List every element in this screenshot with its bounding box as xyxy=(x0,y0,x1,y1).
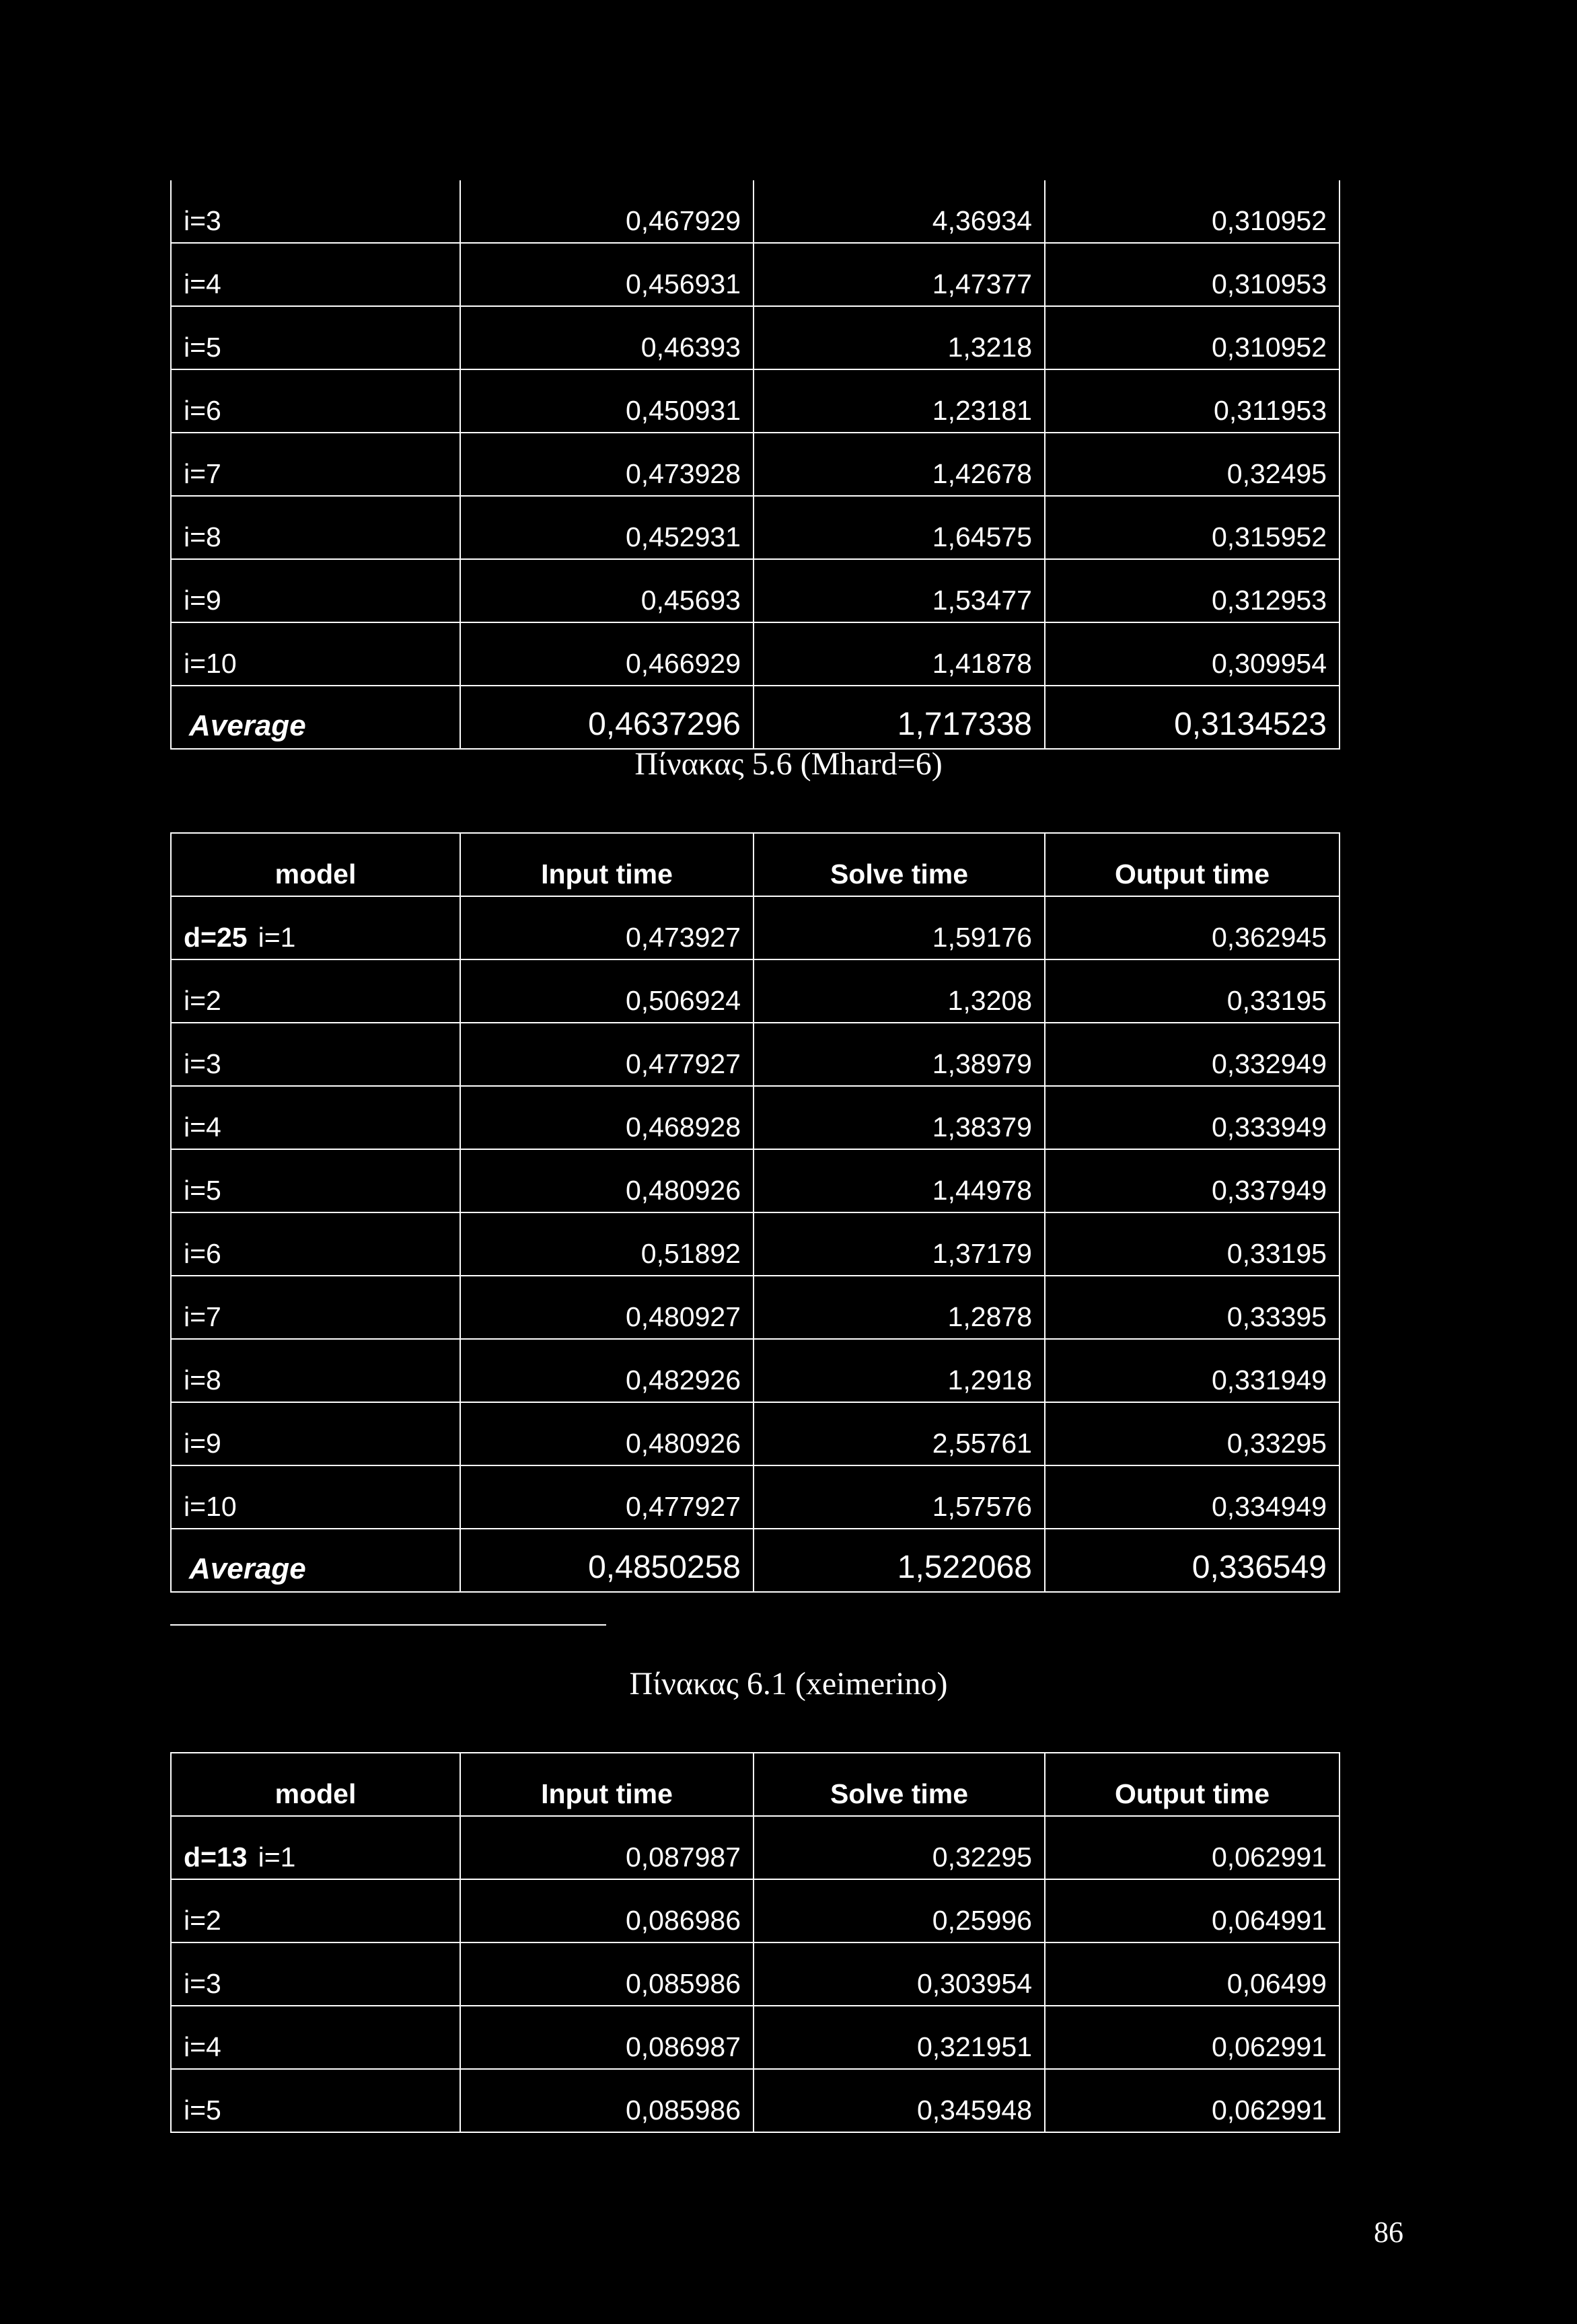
header-input-time: Input time xyxy=(460,833,754,896)
output-time-cell: 0,062991 xyxy=(1045,2069,1340,2132)
row-label: i=4 xyxy=(171,1086,460,1149)
header-input-time: Input time xyxy=(460,1753,754,1816)
header-output-time: Output time xyxy=(1045,1753,1340,1816)
output-time-cell: 0,311953 xyxy=(1045,369,1340,433)
solve-time-cell: 1,59176 xyxy=(754,896,1045,959)
solve-time-cell: 1,37179 xyxy=(754,1212,1045,1276)
table-row xyxy=(171,306,1340,369)
footnote-separator xyxy=(170,1624,606,1626)
output-time-cell: 0,310953 xyxy=(1045,243,1340,306)
table-row xyxy=(171,1276,1340,1339)
input-time-cell: 0,480926 xyxy=(460,1149,754,1212)
output-time-cell: 0,33195 xyxy=(1045,1212,1340,1276)
row-label: i=3 xyxy=(171,180,460,243)
input-time-cell: 0,51892 xyxy=(460,1212,754,1276)
output-time-cell: 0,062991 xyxy=(1045,1816,1340,1879)
solve-time-cell: 1,57576 xyxy=(754,1465,1045,1529)
timing-table-xeimerino xyxy=(170,1752,1340,2133)
table-row xyxy=(171,1149,1340,1212)
row-label-cell xyxy=(171,1816,460,1879)
table-row xyxy=(171,433,1340,496)
table-row xyxy=(171,1942,1340,2006)
model-prefix: d=25 xyxy=(184,922,248,953)
table-row xyxy=(171,959,1340,1023)
solve-time-cell: 0,25996 xyxy=(754,1879,1045,1942)
row-label: i=5 xyxy=(171,1149,460,1212)
row-label: i=8 xyxy=(171,1339,460,1402)
table-row xyxy=(171,2069,1340,2132)
solve-time-cell: 1,64575 xyxy=(754,496,1045,559)
output-time-cell: 0,334949 xyxy=(1045,1465,1340,1529)
solve-time-cell: 1,53477 xyxy=(754,559,1045,622)
solve-time-cell: 1,2918 xyxy=(754,1339,1045,1402)
input-time-cell: 0,473927 xyxy=(460,896,754,959)
input-time-cell: 0,468928 xyxy=(460,1086,754,1149)
row-label: i=6 xyxy=(171,1212,460,1276)
table-row xyxy=(171,243,1340,306)
table-caption: Πίνακας 5.6 (Mhard=6) xyxy=(634,746,943,782)
average-row xyxy=(171,686,1340,749)
header-solve-time: Solve time xyxy=(754,833,1045,896)
row-label: i=5 xyxy=(171,306,460,369)
input-time-cell: 0,482926 xyxy=(460,1339,754,1402)
table-row xyxy=(171,1212,1340,1276)
solve-time-cell: 1,47377 xyxy=(754,243,1045,306)
row-label-cell xyxy=(171,896,460,959)
input-time-cell: 0,467929 xyxy=(460,180,754,243)
average-solve-time: 1,522068 xyxy=(754,1529,1045,1592)
average-label: Average xyxy=(171,686,460,749)
table-row xyxy=(171,1816,1340,1879)
timing-table-continued xyxy=(170,180,1340,750)
average-input-time: 0,4850258 xyxy=(460,1529,754,1592)
output-time-cell: 0,310952 xyxy=(1045,306,1340,369)
input-time-cell: 0,456931 xyxy=(460,243,754,306)
input-time-cell: 0,087987 xyxy=(460,1816,754,1879)
table-row xyxy=(171,1879,1340,1942)
row-label: i=3 xyxy=(171,1942,460,2006)
output-time-cell: 0,312953 xyxy=(1045,559,1340,622)
table-row xyxy=(171,1339,1340,1402)
average-input-time: 0,4637296 xyxy=(460,686,754,749)
output-time-cell: 0,315952 xyxy=(1045,496,1340,559)
input-time-cell: 0,086986 xyxy=(460,1879,754,1942)
row-label: i=2 xyxy=(171,1879,460,1942)
input-time-cell: 0,477927 xyxy=(460,1465,754,1529)
average-label: Average xyxy=(171,1529,460,1592)
row-label: i=4 xyxy=(171,2006,460,2069)
solve-time-cell: 1,44978 xyxy=(754,1149,1045,1212)
table-row xyxy=(171,369,1340,433)
row-label: i=4 xyxy=(171,243,460,306)
solve-time-cell: 4,36934 xyxy=(754,180,1045,243)
timing-table-mhard xyxy=(170,832,1340,1593)
table-header-row xyxy=(171,1753,1340,1816)
solve-time-cell: 1,23181 xyxy=(754,369,1045,433)
row-label: i=7 xyxy=(171,433,460,496)
solve-time-cell: 1,38379 xyxy=(754,1086,1045,1149)
input-time-cell: 0,086987 xyxy=(460,2006,754,2069)
solve-time-cell: 1,38979 xyxy=(754,1023,1045,1086)
header-model: model xyxy=(171,833,460,896)
solve-time-cell: 1,42678 xyxy=(754,433,1045,496)
row-label: i=7 xyxy=(171,1276,460,1339)
average-output-time: 0,3134523 xyxy=(1045,686,1340,749)
output-time-cell: 0,309954 xyxy=(1045,622,1340,686)
table-row xyxy=(171,1086,1340,1149)
row-label: i=1 xyxy=(258,1842,296,1873)
row-label: i=9 xyxy=(171,1402,460,1465)
output-time-cell: 0,331949 xyxy=(1045,1339,1340,1402)
row-label: i=6 xyxy=(171,369,460,433)
output-time-cell: 0,33295 xyxy=(1045,1402,1340,1465)
solve-time-cell: 1,2878 xyxy=(754,1276,1045,1339)
solve-time-cell: 0,321951 xyxy=(754,2006,1045,2069)
solve-time-cell: 1,3208 xyxy=(754,959,1045,1023)
input-time-cell: 0,466929 xyxy=(460,622,754,686)
output-time-cell: 0,332949 xyxy=(1045,1023,1340,1086)
average-row xyxy=(171,1529,1340,1592)
output-time-cell: 0,06499 xyxy=(1045,1942,1340,2006)
input-time-cell: 0,480927 xyxy=(460,1276,754,1339)
table-row xyxy=(171,559,1340,622)
table-row xyxy=(171,1023,1340,1086)
output-time-cell: 0,32495 xyxy=(1045,433,1340,496)
output-time-cell: 0,333949 xyxy=(1045,1086,1340,1149)
output-time-cell: 0,33395 xyxy=(1045,1276,1340,1339)
average-output-time: 0,336549 xyxy=(1045,1529,1340,1592)
output-time-cell: 0,064991 xyxy=(1045,1879,1340,1942)
average-solve-time: 1,717338 xyxy=(754,686,1045,749)
table-caption: Πίνακας 6.1 (xeimerino) xyxy=(629,1666,948,1702)
header-model: model xyxy=(171,1753,460,1816)
output-time-cell: 0,062991 xyxy=(1045,2006,1340,2069)
row-label: i=10 xyxy=(171,1465,460,1529)
page-number: 86 xyxy=(1374,2216,1403,2249)
solve-time-cell: 1,3218 xyxy=(754,306,1045,369)
row-label: i=8 xyxy=(171,496,460,559)
output-time-cell: 0,310952 xyxy=(1045,180,1340,243)
solve-time-cell: 0,303954 xyxy=(754,1942,1045,2006)
input-time-cell: 0,45693 xyxy=(460,559,754,622)
output-time-cell: 0,33195 xyxy=(1045,959,1340,1023)
input-time-cell: 0,477927 xyxy=(460,1023,754,1086)
table-row xyxy=(171,896,1340,959)
row-label: i=1 xyxy=(258,922,296,953)
model-prefix: d=13 xyxy=(184,1842,248,1873)
table-row xyxy=(171,496,1340,559)
output-time-cell: 0,337949 xyxy=(1045,1149,1340,1212)
row-label: i=9 xyxy=(171,559,460,622)
header-solve-time: Solve time xyxy=(754,1753,1045,1816)
table-row xyxy=(171,2006,1340,2069)
row-label: i=2 xyxy=(171,959,460,1023)
input-time-cell: 0,506924 xyxy=(460,959,754,1023)
solve-time-cell: 0,345948 xyxy=(754,2069,1045,2132)
header-output-time: Output time xyxy=(1045,833,1340,896)
input-time-cell: 0,452931 xyxy=(460,496,754,559)
solve-time-cell: 1,41878 xyxy=(754,622,1045,686)
input-time-cell: 0,473928 xyxy=(460,433,754,496)
solve-time-cell: 0,32295 xyxy=(754,1816,1045,1879)
input-time-cell: 0,085986 xyxy=(460,2069,754,2132)
row-label: i=10 xyxy=(171,622,460,686)
input-time-cell: 0,46393 xyxy=(460,306,754,369)
table-row xyxy=(171,1465,1340,1529)
row-label: i=3 xyxy=(171,1023,460,1086)
input-time-cell: 0,450931 xyxy=(460,369,754,433)
input-time-cell: 0,085986 xyxy=(460,1942,754,2006)
row-label: i=5 xyxy=(171,2069,460,2132)
table-row xyxy=(171,1402,1340,1465)
input-time-cell: 0,480926 xyxy=(460,1402,754,1465)
output-time-cell: 0,362945 xyxy=(1045,896,1340,959)
table-row xyxy=(171,180,1340,243)
table-header-row xyxy=(171,833,1340,896)
solve-time-cell: 2,55761 xyxy=(754,1402,1045,1465)
table-row xyxy=(171,622,1340,686)
